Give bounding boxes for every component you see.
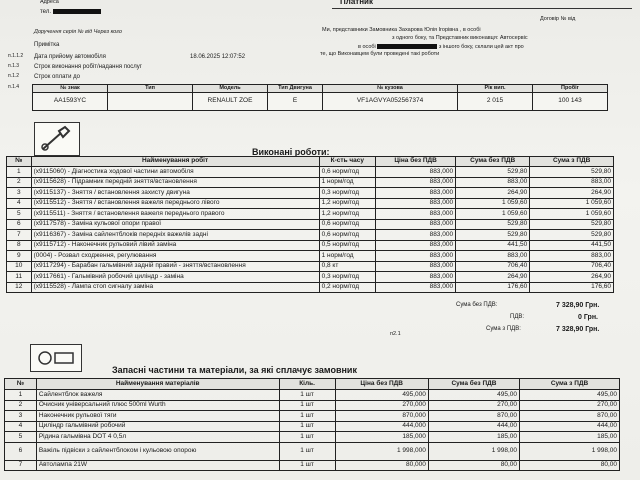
parts-row-cell: 1 шт (279, 421, 335, 432)
vehicle-col-header: № знак (33, 85, 108, 93)
sum-no-vat-value: 7 328,90 Грн. (556, 302, 600, 309)
parts-row-cell: 1 шт (279, 432, 335, 443)
parts-row-cell: 1 шт (279, 390, 335, 401)
works-row-cell: (x9116367) - Заміна сайлентблоків передніх важелів задні (31, 230, 319, 241)
parts-row-cell: Автолампа 21W (36, 460, 279, 471)
works-row-cell: 0,6 норм/год (319, 167, 376, 178)
works-row-cell: 9 (7, 251, 32, 262)
vehicle-col-header: Тип Двигуна (268, 85, 323, 93)
works-row-cell: 883,00 (456, 177, 530, 188)
works-row-cell: 529,80 (530, 230, 614, 241)
works-row (7, 272, 614, 283)
contract-text-3: в особі з іншого боку, склали цей акт про (358, 43, 524, 50)
works-row-cell: 1 059,60 (530, 209, 614, 220)
works-row-cell: 883,000 (376, 198, 456, 209)
vat-label: ПДВ: (510, 314, 525, 320)
sum-no-vat-label: Сума без ПДВ: (456, 302, 498, 308)
works-row-cell: (x9115512) - Зняття / встановлення важеля переднього лівого (31, 198, 319, 209)
works-row-cell: 883,000 (376, 219, 456, 230)
works-row-cell: 883,000 (376, 230, 456, 241)
works-row (7, 240, 614, 251)
works-row (7, 209, 614, 220)
clause-number: п.1.1.2 (8, 53, 24, 59)
works-row (7, 188, 614, 199)
parts-row-cell: 870,000 (335, 411, 428, 422)
works-row-cell: 706,40 (530, 261, 614, 272)
contract-label: Договір № від (540, 16, 576, 22)
works-row-cell: 529,80 (456, 219, 530, 230)
parts-row-cell: Циліндр гальмівний робочий (36, 421, 279, 432)
works-row (7, 177, 614, 188)
works-row-cell: (x9115628) - Підрамник передній зняття/встановлення (31, 177, 319, 188)
parts-row-cell: 1 шт (279, 411, 335, 422)
contract-text-5: те, що Виконавцем були проведені такі роботи (320, 51, 440, 57)
works-row-cell: 883,000 (376, 209, 456, 220)
works-row (7, 230, 614, 241)
parts-row (5, 400, 620, 411)
clause-number: п.1.4 (8, 84, 20, 90)
works-row-cell: 0,3 норм/год (319, 272, 376, 283)
works-row-cell: (x9115060) - Діагностика ходової частини автомобіля (31, 167, 319, 178)
works-row-cell: 529,80 (456, 167, 530, 178)
works-row-cell: 441,50 (530, 240, 614, 251)
parts-row-cell: 444,00 (520, 421, 620, 432)
works-row-cell: 1 059,60 (456, 198, 530, 209)
works-row (7, 219, 614, 230)
parts-row-cell: 80,00 (520, 460, 620, 471)
parts-row-cell: 495,000 (335, 390, 428, 401)
works-row-cell: 0,5 норм/год (319, 240, 376, 251)
parts-col-header: Ціна без ПДВ (335, 379, 428, 390)
parts-col-header: Сума з ПДВ (520, 379, 620, 390)
vat-value: 0 Грн. (578, 314, 598, 321)
works-row-cell: 529,80 (530, 167, 614, 178)
parts-row-cell: Очисник універсальний плюс 500ml Wurth (36, 400, 279, 411)
work-term-label: Строк виконання робіт/надання послуг (34, 64, 142, 70)
works-row-cell: 264,90 (530, 188, 614, 199)
works-row-cell: (x9115511) - Зняття / встановлення важеля переднього правого (31, 209, 319, 220)
works-row-cell: (x9115712) - Наконечник рульовий лівий заміна (31, 240, 319, 251)
works-row-cell: 1 норм/год (319, 177, 376, 188)
works-row-cell: 883,000 (376, 272, 456, 283)
parts-row-cell: 185,000 (335, 432, 428, 443)
works-row-cell: 1 059,60 (530, 198, 614, 209)
parts-row-cell: 4 (5, 421, 37, 432)
parts-row-cell: 1 шт (279, 442, 335, 460)
parts-row-cell: 495,00 (428, 390, 519, 401)
works-col-header: Ціна без ПДВ (376, 157, 456, 167)
vehicle-engine: E (268, 93, 323, 111)
parts-row-cell: 444,000 (335, 421, 428, 432)
payer-title: Платник (340, 0, 373, 6)
parts-row (5, 460, 620, 471)
parts-col-header: Кіль. (279, 379, 335, 390)
works-row-cell: (x9117294) - Барабан гальмівний задній правий - зняття/встановлення (31, 261, 319, 272)
parts-row-cell: 495,00 (520, 390, 620, 401)
redacted-phone (53, 9, 101, 14)
works-row-cell: 176,60 (456, 282, 530, 293)
parts-row-cell: 185,00 (520, 432, 620, 443)
works-col-header: Сума без ПДВ (456, 157, 530, 167)
parts-row-cell: 7 (5, 460, 37, 471)
works-row-cell: 883,000 (376, 240, 456, 251)
works-row-cell: 0,3 норм/год (319, 188, 376, 199)
works-row-cell: 0,2 норм/год (319, 282, 376, 293)
parts-row-cell: 270,00 (428, 400, 519, 411)
vehicle-year: 2 015 (458, 93, 533, 111)
parts-row-cell: 1 (5, 390, 37, 401)
works-row (7, 261, 614, 272)
works-row-cell: 883,00 (530, 177, 614, 188)
works-row-cell: 10 (7, 261, 32, 272)
works-row-cell: 2 (7, 177, 32, 188)
works-row-cell: 4 (7, 198, 32, 209)
works-table (6, 156, 614, 293)
works-row (7, 251, 614, 262)
parts-row (5, 390, 620, 401)
works-row-cell: 0,6 норм/год (319, 219, 376, 230)
contract-text-1: Ми, представники Замовника Захарова Юлія Ігорівна , в особі (322, 27, 481, 33)
parts-row-cell: 2 (5, 400, 37, 411)
works-row-cell: 176,60 (530, 282, 614, 293)
parts-header-row (5, 379, 620, 390)
parts-row-cell: 80,000 (335, 460, 428, 471)
divider-top (332, 8, 632, 9)
parts-row-cell: 870,00 (520, 411, 620, 422)
clause-number: п.1.3 (8, 63, 20, 69)
works-row (7, 167, 614, 178)
works-header-row (7, 157, 614, 167)
parts-row-cell: Сайлентблок важеля (36, 390, 279, 401)
works-row-cell: (0004) - Розвал сходження, регулювання (31, 251, 319, 262)
parts-row-cell: 1 998,000 (335, 442, 428, 460)
vehicle-row (33, 93, 608, 111)
parts-row-cell: 80,00 (428, 460, 519, 471)
vehicle-col-header: Пробіг (533, 85, 608, 93)
works-row-cell: 529,80 (456, 230, 530, 241)
clause-number: п.1.2 (8, 73, 20, 79)
parts-col-header: Сума без ПДВ (428, 379, 519, 390)
vehicle-col-header: Рік вип. (458, 85, 533, 93)
works-row-cell: 3 (7, 188, 32, 199)
works-row-cell: 264,90 (456, 272, 530, 283)
note-label: Примітка (34, 42, 60, 48)
vehicle-model: RENAULT ZOE (193, 93, 268, 111)
parts-col-header: № (5, 379, 37, 390)
vehicle-vin: VF1AGVYA052567374 (323, 93, 458, 111)
works-row-cell: 5 (7, 209, 32, 220)
works-row-cell: 0,8 кт (319, 261, 376, 272)
sum-vat-label: Сума з ПДВ: (486, 326, 521, 332)
parts-title: Запасні частини та матеріали, за які сплачує замовник (112, 365, 357, 375)
parts-row (5, 421, 620, 432)
works-row-cell: 883,000 (376, 167, 456, 178)
works-row-cell: 883,000 (376, 188, 456, 199)
works-row-cell: 264,90 (456, 188, 530, 199)
parts-row-cell: 1 шт (279, 460, 335, 471)
clause-label: п2.1 (390, 331, 401, 337)
works-row-cell: 883,000 (376, 251, 456, 262)
parts-row-cell: 1 998,00 (520, 442, 620, 460)
vehicle-col-header: Модель (193, 85, 268, 93)
parts-row-cell: 270,00 (520, 400, 620, 411)
parts-row-cell: 6 (5, 442, 37, 460)
works-row-cell: 1,2 норм/год (319, 198, 376, 209)
parts-row-cell: Важіль підвіски з сайлентблоком і кульовою опорою (36, 442, 279, 460)
vehicle-col-header: Тип (108, 85, 193, 93)
parts-table (4, 378, 620, 471)
works-row (7, 282, 614, 293)
works-row-cell: 441,50 (456, 240, 530, 251)
redacted-name (377, 44, 437, 49)
works-row-cell: 1,2 норм/год (319, 209, 376, 220)
parts-row-cell: 1 998,00 (428, 442, 519, 460)
vehicle-type (108, 93, 193, 111)
parts-col-header: Найменування матеріалів (36, 379, 279, 390)
works-row-cell: (x9117578) - Заміна кульової опори правої (31, 219, 319, 230)
parts-row-cell: Наконечник рульової тяги (36, 411, 279, 422)
vehicle-mileage: 100 143 (533, 93, 608, 111)
works-row-cell: 7 (7, 230, 32, 241)
works-row-cell: (x9117661) - Гальмівний робочий циліндр - заміна (31, 272, 319, 283)
works-row-cell: 883,000 (376, 282, 456, 293)
works-row-cell: 883,000 (376, 177, 456, 188)
works-row-cell: 883,000 (376, 261, 456, 272)
works-row-cell: 1 059,60 (456, 209, 530, 220)
works-col-header: К-сть часу (319, 157, 376, 167)
parts-row-cell: 185,00 (428, 432, 519, 443)
works-row-cell: 883,00 (456, 251, 530, 262)
parts-row (5, 411, 620, 422)
parts-row-cell: Рідина гальмівна DOT 4 0,5л (36, 432, 279, 443)
reception-date-value: 18.06.2025 12:07:52 (190, 54, 246, 60)
address-label: Адреса (40, 0, 59, 5)
works-col-header: № (7, 157, 32, 167)
parts-row (5, 442, 620, 460)
vehicle-col-header: № кузова (323, 85, 458, 93)
works-row-cell: 6 (7, 219, 32, 230)
vehicle-plate: AA1593YC (33, 93, 108, 111)
reception-date-label: Дата прийому автомобіля (34, 54, 106, 60)
works-col-header: Сума з ПДВ (530, 157, 614, 167)
vehicle-header-row (33, 85, 608, 93)
parts-row-cell: 270,000 (335, 400, 428, 411)
works-row-cell: 0,6 норм/год (319, 230, 376, 241)
works-row-cell: 1 (7, 167, 32, 178)
works-row-cell: 529,80 (530, 219, 614, 230)
sum-vat-value: 7 328,90 Грн. (556, 326, 600, 333)
payment-term-label: Строк оплати до (34, 74, 80, 80)
wrench-icon (34, 122, 80, 156)
works-row-cell: 264,90 (530, 272, 614, 283)
works-row-cell: 11 (7, 272, 32, 283)
proxy-line: Доручення серія № від Через кого (34, 29, 122, 35)
works-row-cell: 8 (7, 240, 32, 251)
parts-row-cell: 870,00 (428, 411, 519, 422)
works-row-cell: 1 норм/год (319, 251, 376, 262)
parts-row-cell: 5 (5, 432, 37, 443)
parts-row-cell: 1 шт (279, 400, 335, 411)
parts-icon (30, 344, 82, 372)
parts-row-cell: 3 (5, 411, 37, 422)
works-col-header: Найменування робіт (31, 157, 319, 167)
works-row-cell: 706,40 (456, 261, 530, 272)
works-row-cell: (x9115137) - Зняття / встановлення захисту двигуна (31, 188, 319, 199)
works-row-cell: 883,00 (530, 251, 614, 262)
parts-row (5, 432, 620, 443)
vehicle-table (32, 84, 608, 111)
works-row-cell: 12 (7, 282, 32, 293)
phone-label: тел. (40, 9, 101, 15)
works-row (7, 198, 614, 209)
parts-row-cell: 444,00 (428, 421, 519, 432)
contract-text-2: з одного боку, та Представник виконавця: Автосервіс (392, 35, 528, 41)
works-row-cell: (x9115528) - Лампа стоп сигналу заміна (31, 282, 319, 293)
works-title: Виконані роботи: (252, 147, 330, 157)
